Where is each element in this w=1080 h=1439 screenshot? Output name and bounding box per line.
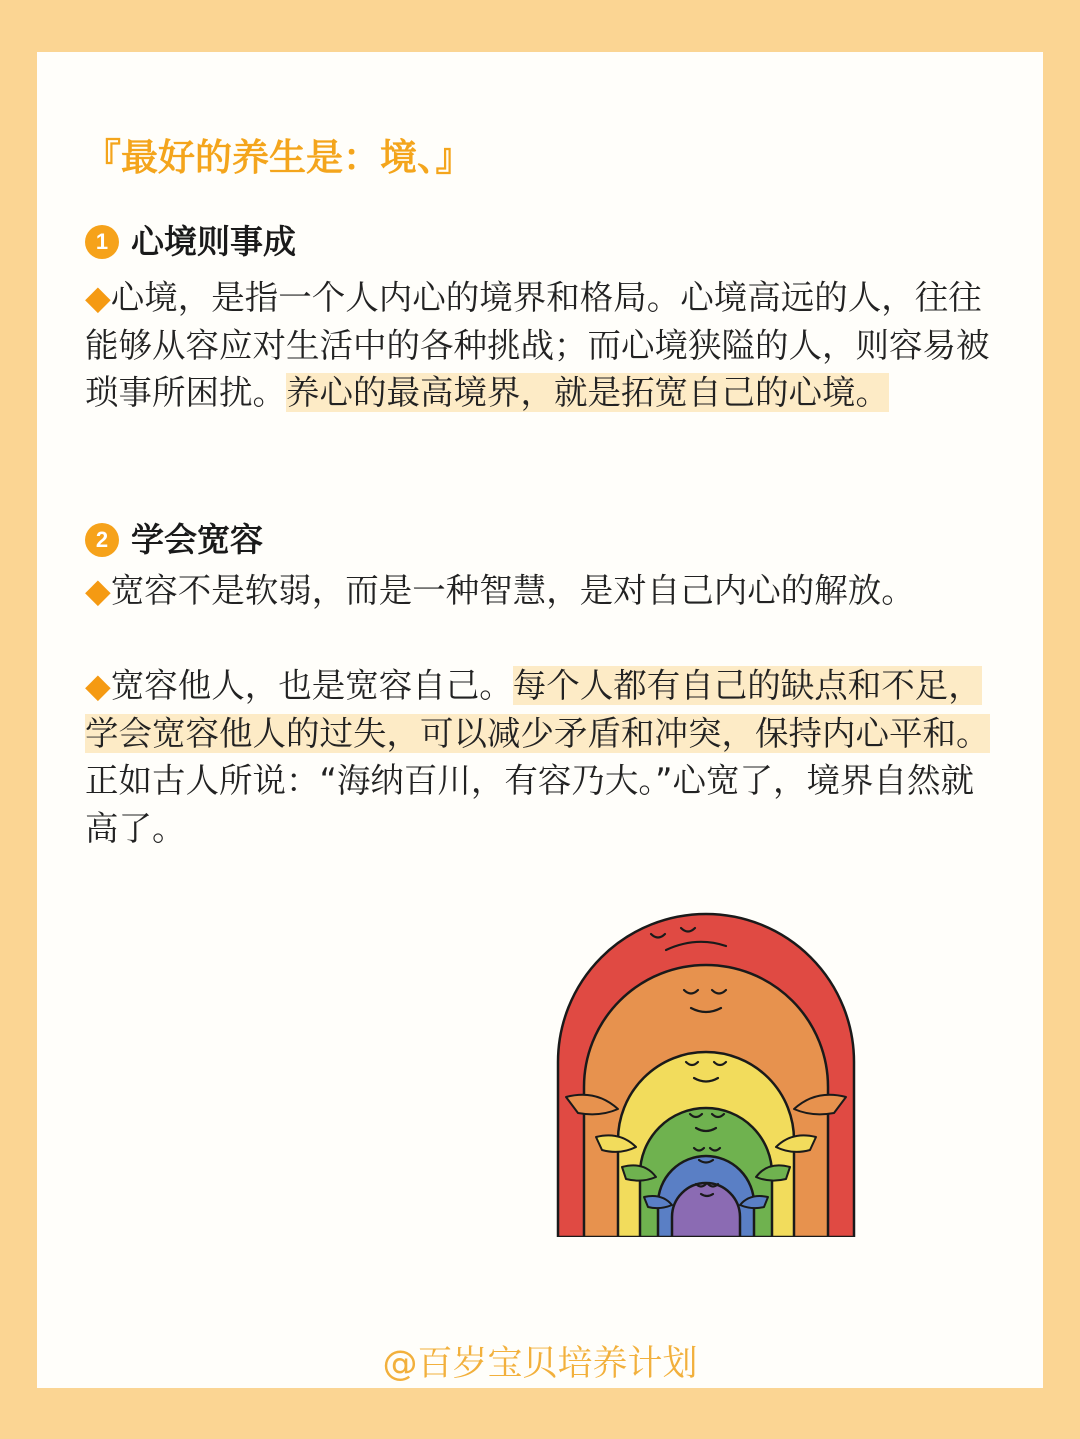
diamond-bullet-icon: ◆ — [85, 278, 111, 317]
section-1-heading — [85, 222, 296, 262]
diamond-bullet-icon: ◆ — [85, 666, 111, 705]
section-2-highlight: 每个人都有自己的缺点和不足，学会宽容他人的过失，可以减少矛盾和冲突，保持内心平和。 — [85, 666, 990, 753]
footer-handle: @百岁宝贝培养计划 — [382, 1344, 698, 1384]
section-1-highlight: 养心的最高境界，就是拓宽自己的心境。 — [286, 373, 889, 412]
number-badge-2: 2 — [85, 523, 119, 557]
section-2-heading — [85, 520, 263, 560]
diamond-bullet-icon: ◆ — [85, 571, 111, 610]
section-2-text-2a: 宽容他人，也是宽容自己。 — [110, 666, 513, 705]
section-2-paragraph-2 — [85, 662, 999, 852]
section-1-text: 心境，是指一个人内心的境界和格局。心境高远的人，往往能够从容应对生活中的各种挑战；而心境狭隘的人，则容易被琐事所困扰。 — [85, 278, 990, 412]
section-1-title: 心境则事成 — [131, 222, 296, 261]
section-2-text-1: 宽容不是软弱，而是一种智慧，是对自己内心的解放。 — [110, 571, 915, 610]
section-2-paragraph-1 — [85, 567, 999, 615]
section-1-paragraph — [85, 274, 999, 417]
page-title: 『最好的养生是：境、』 — [84, 136, 473, 179]
number-badge-1: 1 — [85, 225, 119, 259]
section-2-title: 学会宽容 — [131, 520, 263, 559]
section-2-text-2b: 正如古人所说：“海纳百川，有容乃大。”心宽了，境界自然就高了。 — [85, 761, 974, 848]
content-card — [37, 52, 1043, 1388]
rainbow-hug-illustration — [556, 912, 856, 1237]
